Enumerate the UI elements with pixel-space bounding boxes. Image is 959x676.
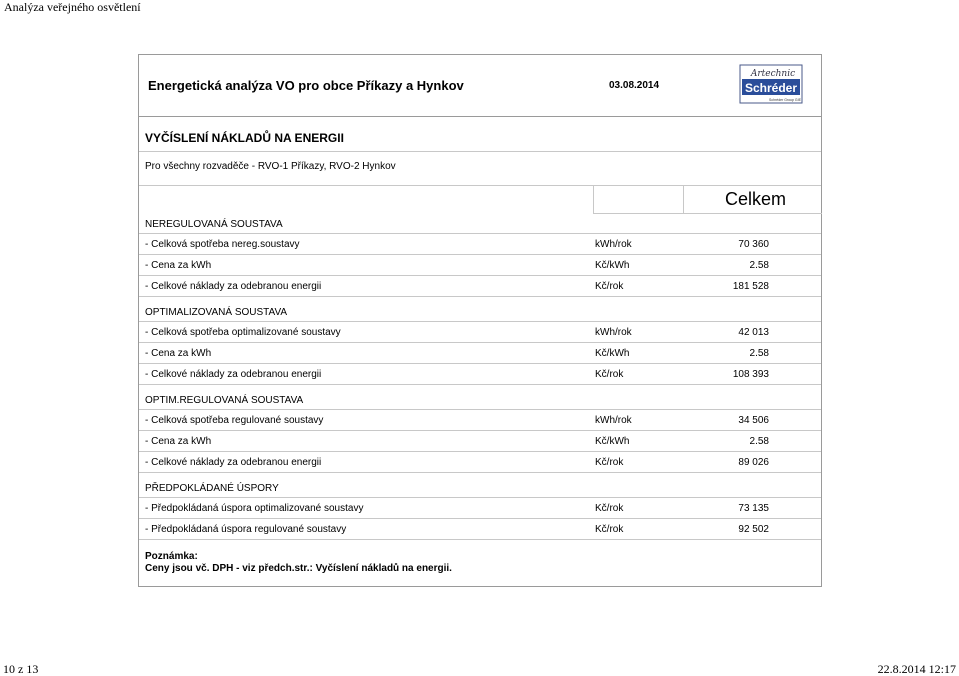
- sheet-title: Energetická analýza VO pro obce Příkazy a Hynkov: [148, 78, 464, 93]
- row-label: - Celkové náklady za odebranou energii: [145, 281, 322, 292]
- table-row: [139, 255, 821, 276]
- table-row: [139, 431, 821, 452]
- total-label: Celkem: [724, 189, 786, 209]
- row-label: - Celková spotřeba nereg.soustavy: [145, 239, 300, 250]
- print-timestamp: 22.8.2014 12:17: [877, 662, 956, 676]
- table-row: [139, 276, 821, 297]
- table-row: [139, 519, 821, 540]
- row-value: 181 528: [732, 281, 769, 292]
- row-value: 2.58: [749, 260, 769, 271]
- row-label: - Celkové náklady za odebranou energii: [145, 369, 322, 380]
- section-heading: [139, 117, 821, 152]
- row-value: 73 135: [738, 503, 769, 514]
- section-title-row: [139, 214, 821, 234]
- row-value: 89 026: [738, 457, 769, 468]
- row-unit: kWh/rok: [595, 415, 632, 426]
- section-title: OPTIM.REGULOVANÁ SOUSTAVA: [145, 395, 304, 406]
- section-title: OPTIMALIZOVANÁ SOUSTAVA: [145, 307, 288, 318]
- row-unit: Kč/rok: [595, 503, 624, 514]
- row-label: - Celkové náklady za odebranou energii: [145, 457, 322, 468]
- logo-brand-text: Schréder: [744, 81, 798, 95]
- row-value: 2.58: [749, 348, 769, 359]
- page-counter: 10 z 13: [3, 662, 39, 676]
- row-label: - Cena za kWh: [145, 348, 212, 359]
- empty-unit-header: [593, 186, 684, 214]
- row-label: - Celková spotřeba regulované soustavy: [145, 415, 324, 426]
- row-unit: Kč/kWh: [595, 260, 630, 271]
- row-unit: Kč/kWh: [595, 348, 630, 359]
- row-label: - Předpokládaná úspora optimalizované soustavy: [145, 503, 364, 514]
- schreder-logo: [739, 64, 803, 104]
- footnote: [139, 540, 821, 586]
- analysis-sheet: [138, 54, 822, 587]
- section-title-row: [139, 478, 821, 498]
- row-label: - Cena za kWh: [145, 436, 212, 447]
- row-unit: kWh/rok: [595, 327, 632, 338]
- section-title-row: [139, 302, 821, 322]
- table-row: [139, 364, 821, 385]
- total-header-row: [139, 186, 821, 214]
- row-unit: Kč/rok: [595, 281, 624, 292]
- row-label: - Cena za kWh: [145, 260, 212, 271]
- section-title: PŘEDPOKLÁDANÉ ÚSPORY: [145, 483, 279, 494]
- row-value: 2.58: [749, 436, 769, 447]
- section-title: NEREGULOVANÁ SOUSTAVA: [145, 219, 283, 230]
- table-row: [139, 452, 821, 473]
- row-value: 42 013: [738, 327, 769, 338]
- note-text: Ceny jsou vč. DPH - viz předch.str.: Vyčíslení nákladů na energii.: [145, 563, 452, 574]
- row-value: 92 502: [738, 524, 769, 535]
- subheading-text: Pro všechny rozvaděče - RVO-1 Příkazy, RVO-2 Hynkov: [145, 161, 396, 172]
- subheading: [139, 152, 821, 186]
- row-value: 34 506: [738, 415, 769, 426]
- row-unit: Kč/rok: [595, 457, 624, 468]
- sheet-date: 03.08.2014: [609, 80, 660, 91]
- row-unit: Kč/rok: [595, 524, 624, 535]
- heading-text: VYČÍSLENÍ NÁKLADŮ NA ENERGII: [145, 131, 344, 145]
- table-row: [139, 410, 821, 431]
- page-header: Analýza veřejného osvětlení: [4, 0, 141, 14]
- section-title-row: [139, 390, 821, 410]
- row-unit: Kč/kWh: [595, 436, 630, 447]
- row-label: - Předpokládaná úspora regulované soustavy: [145, 524, 347, 535]
- logo-sub-text: Schréder Group GIE: [769, 98, 801, 102]
- row-label: - Celková spotřeba optimalizované soustavy: [145, 327, 341, 338]
- row-unit: Kč/rok: [595, 369, 624, 380]
- table-row: [139, 322, 821, 343]
- table-row: [139, 234, 821, 255]
- row-unit: kWh/rok: [595, 239, 632, 250]
- table-row: [139, 343, 821, 364]
- table-row: [139, 498, 821, 519]
- total-header-cell: [684, 186, 822, 214]
- row-value: 70 360: [738, 239, 769, 250]
- row-value: 108 393: [732, 369, 769, 380]
- logo-script-text: Artechnic: [750, 69, 796, 79]
- note-title: Poznámka:: [145, 551, 198, 562]
- sheet-header: [139, 55, 821, 117]
